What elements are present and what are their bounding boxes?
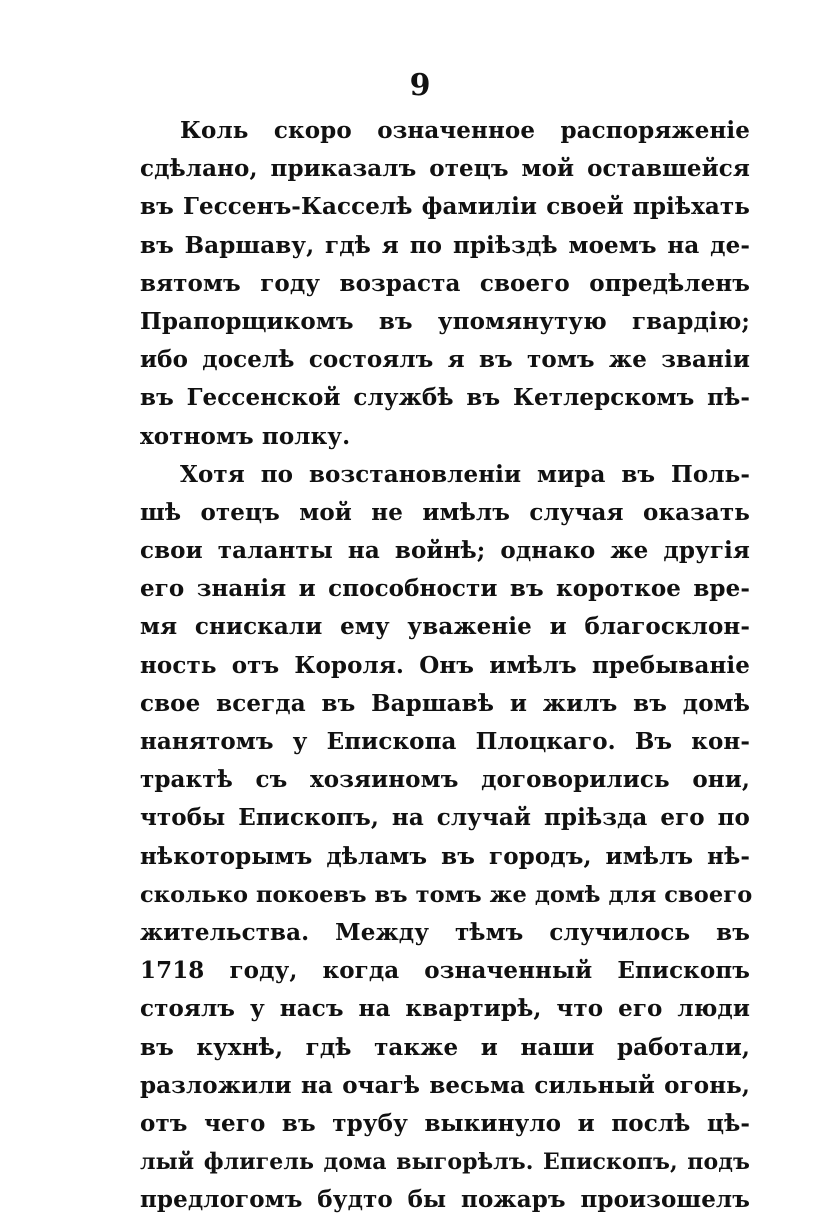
text-line: шѣ отецъ мой не имѣлъ случая оказать	[140, 498, 750, 526]
text-line: отъ чего въ трубу выкинуло и послѣ цѣ-	[140, 1109, 750, 1137]
text-line: Хотя по возстановленіи мира въ Поль-	[180, 460, 750, 488]
text-line: Коль скоро означенное распоряженіе	[180, 117, 750, 144]
text-line: мя снискали ему уваженіе и благосклон-	[140, 613, 750, 641]
text-line: его знанія и способности въ короткое вре-	[140, 575, 750, 603]
text-line: 1718 году, когда означенный Епископъ	[140, 957, 750, 985]
text-line: нѣкоторымъ дѣламъ въ городъ, имѣлъ нѣ-	[140, 842, 750, 870]
text-line: лый флигель дома выгорѣлъ. Епископъ, подъ	[140, 1149, 750, 1176]
text-line: нанятомъ у Епископа Плоцкаго. Въ кон-	[140, 728, 750, 755]
text-line: въ кухнѣ, гдѣ также и наши работали,	[140, 1033, 750, 1061]
text-line: въ Варшаву, гдѣ я по пріѣздѣ моемъ на де-	[140, 231, 750, 259]
text-line: въ Гессенъ-Касселѣ фамиліи своей пріѣхать	[140, 193, 750, 221]
body-text	[140, 112, 753, 1219]
text-line: свои таланты на войнѣ; однако же другія	[140, 537, 750, 565]
text-line: трактѣ съ хозяиномъ договорились они,	[140, 766, 750, 794]
text-line: предлогомъ будто бы пожаръ произошелъ	[140, 1186, 750, 1214]
text-line: хотномъ полку.	[140, 422, 351, 450]
text-line: разложили на очагѣ весьма сильный огонь,	[140, 1071, 750, 1099]
text-line: вятомъ году возраста своего опредѣленъ	[140, 269, 750, 297]
text-line: ность отъ Короля. Онъ имѣлъ пребываніе	[140, 651, 750, 679]
text-line: въ Гессенской службѣ въ Кетлерскомъ пѣ-	[140, 384, 750, 412]
text-line: сдѣлано, приказалъ отецъ мой оставшейся	[140, 155, 750, 183]
text-line: жительства. Между тѣмъ случилось въ	[140, 918, 750, 946]
page-number: 9	[409, 68, 431, 103]
text-line: ибо доселѣ состоялъ я въ томъ же званіи	[140, 346, 750, 374]
text-line: Прапорщикомъ въ упомянутую гвардію;	[140, 307, 750, 335]
text-line: чтобы Епископъ, на случай пріѣзда его по	[140, 804, 750, 832]
text-line: свое всегда въ Варшавѣ и жилъ въ домѣ	[140, 689, 750, 717]
text-line: сколько покоевъ въ томъ же домѣ для своего	[140, 881, 753, 908]
text-line: стоялъ у насъ на квартирѣ, что его люди	[140, 995, 750, 1023]
